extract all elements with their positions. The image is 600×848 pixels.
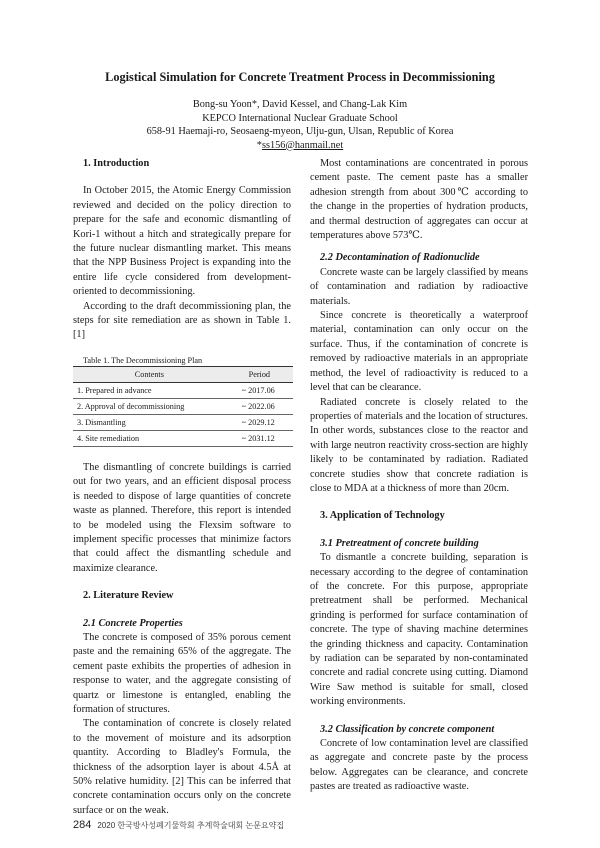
paragraph: According to the draft decommissioning plan, the steps for site remediation are as shown in Table 1. [1] <box>73 300 291 341</box>
table-header-row <box>73 366 293 382</box>
left-column <box>73 157 291 818</box>
footer-text: 2020 한국방사성폐기물학회 추계학술대회 논문요약집 <box>97 821 285 830</box>
table-row <box>73 414 293 430</box>
paragraph: Most contaminations are concentrated in porous cement paste. The cement paste has a smaller adhesion strength from about 300℃ according to the change in the properties of hydration products, and thermal destruction of aggregates can occur at temperatures above 573℃. <box>310 158 528 242</box>
table-row <box>73 430 293 446</box>
subsection-heading: 3.2 Classification by concrete component <box>320 723 495 735</box>
table-caption: Table 1. The Decommissioning Plan <box>83 355 203 365</box>
section-heading-literature-review: 2. Literature Review <box>83 590 174 602</box>
table-cell-content: 3. Dismantling <box>73 414 226 430</box>
page-number: 284 <box>73 819 92 831</box>
paragraph: The dismantling of concrete buildings is carried out for two years, and an efficient disposal process is needed to dispose of large quantities of concrete waste as planned. Therefore, this report is intended to be modeled using the Flexsim software to implement specific processes that minimize factors that could affect the dismantling schedule and maximize clearance. <box>73 461 291 574</box>
email-line <box>40 139 560 153</box>
table-cell-period: ~ 2017.06 <box>226 382 293 398</box>
email-link[interactable]: ss156@hanmail.net <box>261 139 344 151</box>
paragraph: In October 2015, the Atomic Energy Commission reviewed and decided on the policy direction to prepare for the safe and economic dismantling of Kori-1 without a hitch and strategically prepare for the future nuclear dismantling market. This means that the NPP Business Project is expanding into the entire life cycle considered from development-oriented to decommissioning. <box>73 185 291 298</box>
paragraph: The concrete is composed of 35% porous cement paste and the remaining 65% of the aggregate. The cement paste exhibits the properties of adhesion in response to water, and the aggregate consisting of quartz or limestone is entangled, enabling the formation of structures. <box>73 631 291 715</box>
table-cell-period: ~ 2029.12 <box>226 414 293 430</box>
paragraph: Concrete of low contamination level are classified as aggregate and concrete paste by the process below. Aggregates can be clearance, and concrete pastes are treated as radioactive waste. <box>310 738 528 793</box>
subsection-heading: 2.1 Concrete Properties <box>83 617 183 629</box>
paragraph: Radiated concrete is closely related to the properties of materials and the location of structures. In other words, substances close to the reactor and with large neutron reactivity cross-section are highly likely to be contaminated by radiation. Radiated concrete studies show that concrete radiation is close to MDA at a thickness of more than 20cm. <box>310 396 528 494</box>
section-heading-application: 3. Application of Technology <box>320 510 445 522</box>
right-column <box>310 157 528 795</box>
table-cell-content: 2. Approval of decommissioning <box>73 398 226 414</box>
subsection-heading: 3.1 Pretreatment of concrete building <box>320 537 479 549</box>
email-prefix: * <box>256 139 262 151</box>
paragraph: Concrete waste can be largely classified by means of contamination and radiation by radioactive materials. <box>310 266 528 307</box>
table-cell-content: 1. Prepared in advance <box>73 382 226 398</box>
paper-title: Logistical Simulation for Concrete Treatment Process in Decommissioning <box>105 70 495 84</box>
paragraph: Since concrete is theoretically a waterproof material, contamination can only occur on the surface. Thus, if the contamination of concrete is removed by radioactive materials in an appropriate method, the level of radioactivity is reduced to a level that can be clearance. <box>310 310 528 394</box>
table-cell-period: ~ 2022.06 <box>226 398 293 414</box>
subsection-heading: 2.2 Decontamination of Radionuclide <box>320 252 480 264</box>
decommissioning-plan-table <box>73 366 293 447</box>
paragraph: To dismantle a concrete building, separation is necessary according to the degree of contamination of the concrete. For this purpose, appropriate pretreatment shall be performed. Mechanical grinding is performed for surface contamination of concrete. The type of shaving machine determines the grinding thickness and capacity. Contamination by radiation can be separated by non-contaminated concrete and radial concrete using cutting. Diamond Wire Saw method is suitable for small, closed working environments. <box>310 552 528 708</box>
author-names: Bong-su Yoon*, David Kessel, and Chang-Lak Kim <box>192 99 408 110</box>
table-cell-period: ~ 2031.12 <box>226 430 293 446</box>
author-block <box>40 98 560 152</box>
section-heading-introduction: 1. Introduction <box>83 158 150 169</box>
table-row <box>73 398 293 414</box>
address: 658-91 Haemaji-ro, Seosaeng-myeon, Ulju-gun, Ulsan, Republic of Korea <box>146 126 454 137</box>
table-cell-content: 4. Site remediation <box>73 430 226 446</box>
table-header-period: Period <box>226 366 293 382</box>
paragraph: The contamination of concrete is closely related to the movement of moisture and its adsorption quantity. According to Bladley's Formula, the thickness of the adsorption layer is about 4.5Å at 50% relative humidity. [2] This can be inferred that concrete contamination occurs only on the concrete surface or on the weak. <box>73 718 291 816</box>
page-footer <box>73 819 284 831</box>
affiliation: KEPCO International Nuclear Graduate School <box>202 112 398 124</box>
table-row <box>73 382 293 398</box>
table-header-contents: Contents <box>73 366 226 382</box>
